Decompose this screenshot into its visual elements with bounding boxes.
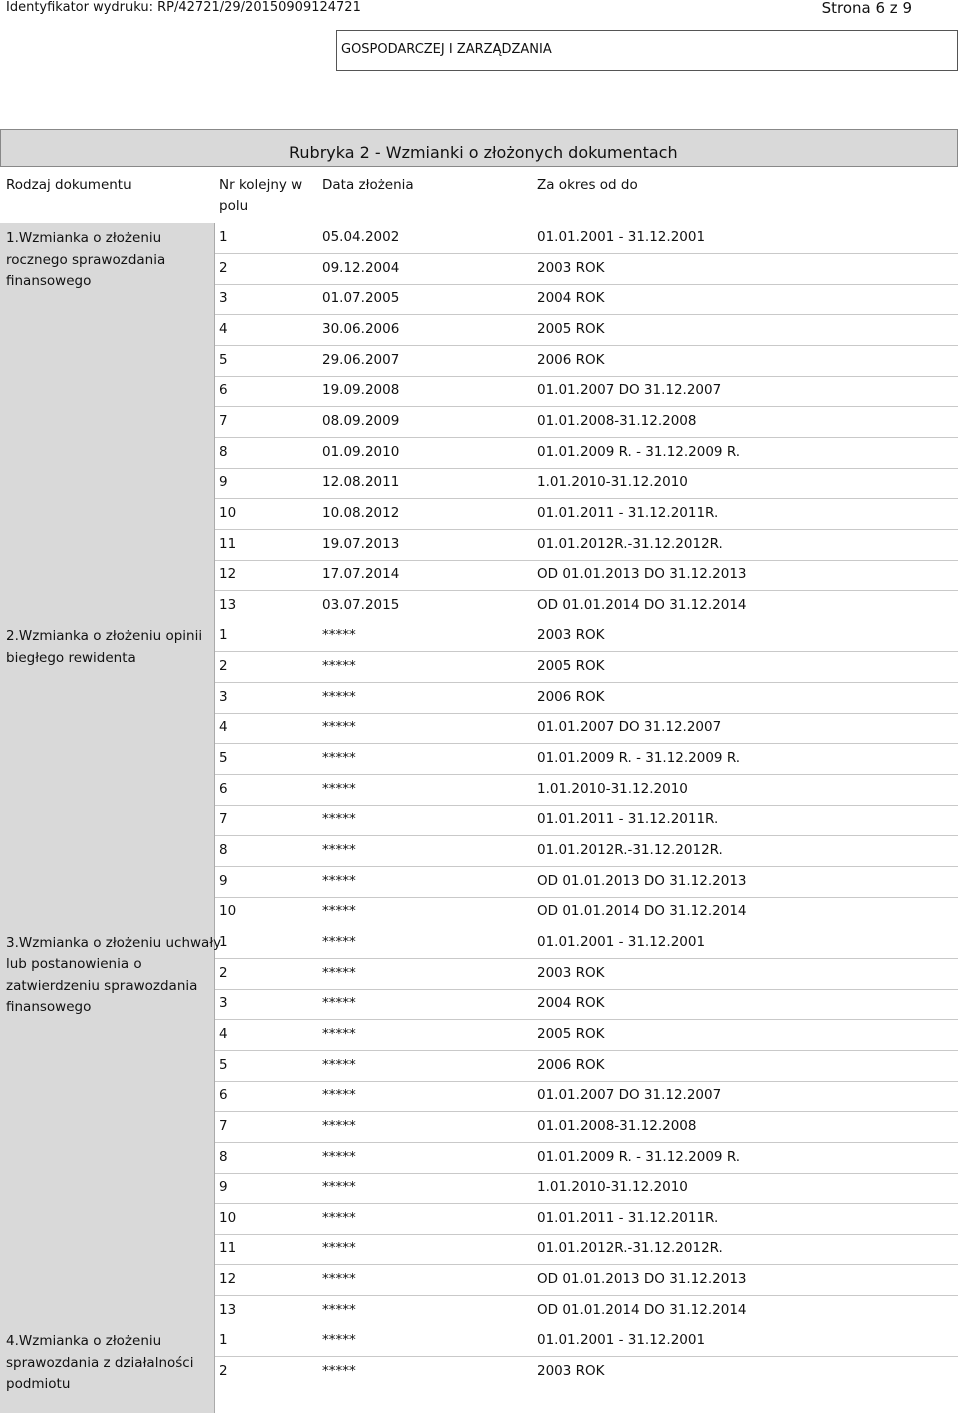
group-label-line: finansowego <box>6 273 92 289</box>
group-label-line: finansowego <box>6 999 92 1016</box>
table-row <box>215 1081 958 1112</box>
cell-filed-date: 09.12.2004 <box>322 259 400 276</box>
cell-seq-number: 1 <box>219 1332 228 1349</box>
cell-seq-number: 12 <box>219 566 237 583</box>
cell-period: 2006 ROK <box>537 351 605 368</box>
table-row <box>215 652 958 683</box>
group-label-line: sprawozdania z działalności <box>6 1354 194 1371</box>
group-label-line: 2.Wzmianka o złożeniu opinii <box>6 628 203 645</box>
cell-period: 2004 ROK <box>537 995 605 1012</box>
page-number: Strona 6 z 9 <box>821 0 912 17</box>
table-row <box>215 438 958 469</box>
table-row <box>215 1020 958 1051</box>
table-row <box>215 1234 958 1265</box>
table-row <box>215 867 958 898</box>
section-title-box <box>336 30 958 71</box>
cell-seq-number: 9 <box>219 872 228 889</box>
cell-seq-number: 5 <box>219 750 228 767</box>
cell-seq-number: 11 <box>219 1240 237 1257</box>
table-row <box>215 1296 958 1327</box>
table-row <box>215 775 958 806</box>
cell-seq-number: 6 <box>219 1087 228 1104</box>
table-row <box>215 1051 958 1082</box>
cell-filed-date: ***** <box>322 780 356 797</box>
cell-period: 1.01.2010-31.12.2010 <box>537 780 688 797</box>
cell-filed-date: ***** <box>322 1301 356 1318</box>
cell-filed-date: 29.06.2007 <box>322 351 400 368</box>
cell-seq-number: 2 <box>219 658 228 675</box>
table-row <box>215 989 958 1020</box>
cell-seq-number: 7 <box>219 412 228 429</box>
rubric-title-bar <box>0 129 958 167</box>
table-row <box>215 376 958 407</box>
group-label-line: podmiotu <box>6 1376 71 1393</box>
cell-period: OD 01.01.2014 DO 31.12.2014 <box>537 596 747 613</box>
cell-filed-date: ***** <box>322 1179 356 1196</box>
cell-seq-number: 7 <box>219 1117 228 1134</box>
cell-period: 01.01.2011 - 31.12.2011R. <box>537 811 719 828</box>
cell-seq-number: 4 <box>219 320 228 337</box>
cell-seq-number: 4 <box>219 719 228 736</box>
cell-seq-number: 2 <box>219 964 228 981</box>
cell-filed-date: ***** <box>322 658 356 675</box>
table-row <box>215 1357 958 1388</box>
group-label-line: 3.Wzmianka o złożeniu uchwały <box>6 934 222 951</box>
table-row <box>215 315 958 346</box>
cell-period: 01.01.2008-31.12.2008 <box>537 412 697 429</box>
cell-filed-date: ***** <box>322 842 356 858</box>
cell-seq-number: 13 <box>219 596 237 613</box>
table-row <box>215 254 958 285</box>
cell-period: OD 01.01.2014 DO 31.12.2014 <box>537 1301 747 1318</box>
group-label-line: zatwierdzeniu sprawozdania <box>6 977 198 994</box>
table-row <box>215 530 958 561</box>
cell-filed-date: ***** <box>322 1117 356 1134</box>
table-row <box>215 591 958 622</box>
cell-filed-date: 05.04.2002 <box>322 229 400 245</box>
cell-filed-date: ***** <box>322 1363 356 1380</box>
cell-filed-date: ***** <box>322 995 356 1012</box>
cell-period: OD 01.01.2013 DO 31.12.2013 <box>537 872 747 889</box>
cell-period: 2006 ROK <box>537 1056 605 1073</box>
cell-seq-number: 10 <box>219 504 237 521</box>
cell-filed-date: ***** <box>322 872 356 889</box>
cell-filed-date: ***** <box>322 933 356 950</box>
table-row <box>215 1112 958 1143</box>
cell-period: 01.01.2012R.-31.12.2012R. <box>537 535 723 552</box>
group-label <box>6 626 202 669</box>
cell-filed-date: 01.07.2005 <box>322 290 400 307</box>
cell-filed-date: 03.07.2015 <box>322 596 400 613</box>
cell-seq-number: 8 <box>219 1148 228 1165</box>
cell-seq-number: 6 <box>219 780 228 797</box>
cell-filed-date: 17.07.2014 <box>322 566 400 583</box>
column-header-seq-line1: Nr kolejny w <box>219 177 303 193</box>
cell-filed-date: 19.09.2008 <box>322 382 400 399</box>
cell-filed-date: 19.07.2013 <box>322 535 400 552</box>
cell-filed-date: ***** <box>322 903 356 920</box>
table-row <box>215 805 958 836</box>
group-label-line: rocznego sprawozdania <box>6 251 166 268</box>
cell-period: 01.01.2001 - 31.12.2001 <box>537 933 706 950</box>
cell-seq-number: 11 <box>219 535 237 552</box>
cell-period: 01.01.2012R.-31.12.2012R. <box>537 1240 723 1257</box>
cell-period: 01.01.2001 - 31.12.2001 <box>537 229 706 245</box>
cell-period: OD 01.01.2013 DO 31.12.2013 <box>537 566 747 583</box>
table-row <box>215 1173 958 1204</box>
table-row <box>215 1326 958 1357</box>
column-header-doc-type: Rodzaj dokumentu <box>6 177 132 193</box>
cell-period: 01.01.2009 R. - 31.12.2009 R. <box>537 1148 741 1165</box>
cell-period: OD 01.01.2014 DO 31.12.2014 <box>537 903 747 920</box>
cell-seq-number: 3 <box>219 688 228 705</box>
table-row <box>215 713 958 744</box>
cell-seq-number: 6 <box>219 382 228 399</box>
cell-period: 2003 ROK <box>537 259 605 276</box>
group-label-line: biegłego rewidenta <box>6 649 136 666</box>
cell-seq-number: 13 <box>219 1301 237 1318</box>
cell-filed-date: ***** <box>322 1087 356 1104</box>
cell-period: OD 01.01.2013 DO 31.12.2013 <box>537 1271 747 1288</box>
section-title: GOSPODARCZEJ I ZARZĄDZANIA <box>341 42 552 57</box>
cell-filed-date: ***** <box>322 627 356 644</box>
cell-seq-number: 8 <box>219 842 228 858</box>
cell-filed-date: ***** <box>322 750 356 767</box>
cell-period: 01.01.2007 DO 31.12.2007 <box>537 719 722 736</box>
column-header-seq-number <box>219 175 302 217</box>
table-row <box>215 499 958 530</box>
cell-seq-number: 5 <box>219 351 228 368</box>
cell-seq-number: 12 <box>219 1271 237 1288</box>
table-row <box>215 744 958 775</box>
cell-period: 01.01.2011 - 31.12.2011R. <box>537 504 719 521</box>
cell-seq-number: 7 <box>219 811 228 828</box>
table-row <box>215 1143 958 1174</box>
cell-period: 01.01.2009 R. - 31.12.2009 R. <box>537 750 741 767</box>
group-label <box>6 228 165 293</box>
cell-seq-number: 3 <box>219 290 228 307</box>
cell-filed-date: ***** <box>322 719 356 736</box>
cell-seq-number: 1 <box>219 229 228 245</box>
cell-filed-date: 12.08.2011 <box>322 474 400 491</box>
cell-period: 2003 ROK <box>537 1363 605 1380</box>
cell-seq-number: 10 <box>219 1209 237 1226</box>
cell-seq-number: 9 <box>219 1179 228 1196</box>
cell-filed-date: ***** <box>322 688 356 705</box>
cell-filed-date: ***** <box>322 1332 356 1349</box>
cell-seq-number: 2 <box>219 1363 228 1380</box>
cell-period: 2003 ROK <box>537 627 605 644</box>
cell-filed-date: ***** <box>322 964 356 981</box>
table-row <box>215 621 958 652</box>
group-label-line: 1.Wzmianka o złożeniu <box>6 230 162 246</box>
group-label <box>6 1331 193 1396</box>
cell-period: 01.01.2012R.-31.12.2012R. <box>537 842 723 858</box>
table-row <box>215 683 958 714</box>
table-row <box>215 284 958 315</box>
cell-seq-number: 1 <box>219 933 228 950</box>
cell-period: 2004 ROK <box>537 290 605 307</box>
table-row <box>215 1265 958 1296</box>
cell-period: 01.01.2008-31.12.2008 <box>537 1117 697 1134</box>
cell-period: 2006 ROK <box>537 688 605 705</box>
table-row <box>215 836 958 867</box>
cell-filed-date: ***** <box>322 1240 356 1257</box>
cell-period: 2005 ROK <box>537 1025 605 1042</box>
group-label-line: lub postanowienia o <box>6 956 142 973</box>
cell-filed-date: ***** <box>322 1056 356 1073</box>
column-header-period: Za okres od do <box>537 177 638 193</box>
cell-period: 01.01.2001 - 31.12.2001 <box>537 1332 706 1349</box>
cell-filed-date: 10.08.2012 <box>322 504 400 521</box>
cell-period: 01.01.2007 DO 31.12.2007 <box>537 382 722 399</box>
table-row <box>215 959 958 990</box>
cell-seq-number: 3 <box>219 995 228 1012</box>
table-row <box>215 897 958 928</box>
table-row <box>215 346 958 377</box>
group-label-line: 4.Wzmianka o złożeniu <box>6 1333 162 1350</box>
cell-seq-number: 2 <box>219 259 228 276</box>
column-header-seq-line2: polu <box>219 198 249 214</box>
cell-period: 1.01.2010-31.12.2010 <box>537 474 688 491</box>
cell-seq-number: 9 <box>219 474 228 491</box>
cell-period: 2005 ROK <box>537 658 605 675</box>
rubric-title: Rubryka 2 - Wzmianki o złożonych dokumentach <box>289 143 678 162</box>
cell-filed-date: ***** <box>322 1271 356 1288</box>
cell-filed-date: ***** <box>322 811 356 828</box>
table-row <box>215 928 958 959</box>
cell-seq-number: 10 <box>219 903 237 920</box>
table-row <box>215 407 958 438</box>
cell-period: 01.01.2009 R. - 31.12.2009 R. <box>537 443 741 460</box>
cell-seq-number: 4 <box>219 1025 228 1042</box>
cell-period: 2003 ROK <box>537 964 605 981</box>
cell-period: 2005 ROK <box>537 320 605 337</box>
cell-period: 01.01.2007 DO 31.12.2007 <box>537 1087 722 1104</box>
cell-filed-date: ***** <box>322 1148 356 1165</box>
column-header-filed-date: Data złożenia <box>322 177 414 193</box>
cell-seq-number: 1 <box>219 627 228 644</box>
cell-filed-date: ***** <box>322 1025 356 1042</box>
cell-filed-date: ***** <box>322 1209 356 1226</box>
table-row <box>215 468 958 499</box>
cell-filed-date: 01.09.2010 <box>322 443 400 460</box>
table-row <box>215 223 958 254</box>
cell-filed-date: 30.06.2006 <box>322 320 400 337</box>
cell-seq-number: 8 <box>219 443 228 460</box>
table-row <box>215 1204 958 1235</box>
cell-period: 1.01.2010-31.12.2010 <box>537 1179 688 1196</box>
cell-seq-number: 5 <box>219 1056 228 1073</box>
cell-period: 01.01.2011 - 31.12.2011R. <box>537 1209 719 1226</box>
group-label <box>6 933 221 1019</box>
cell-filed-date: 08.09.2009 <box>322 412 400 429</box>
table-row <box>215 560 958 591</box>
print-identifier: Identyfikator wydruku: RP/42721/29/20150909124721 <box>6 0 361 15</box>
